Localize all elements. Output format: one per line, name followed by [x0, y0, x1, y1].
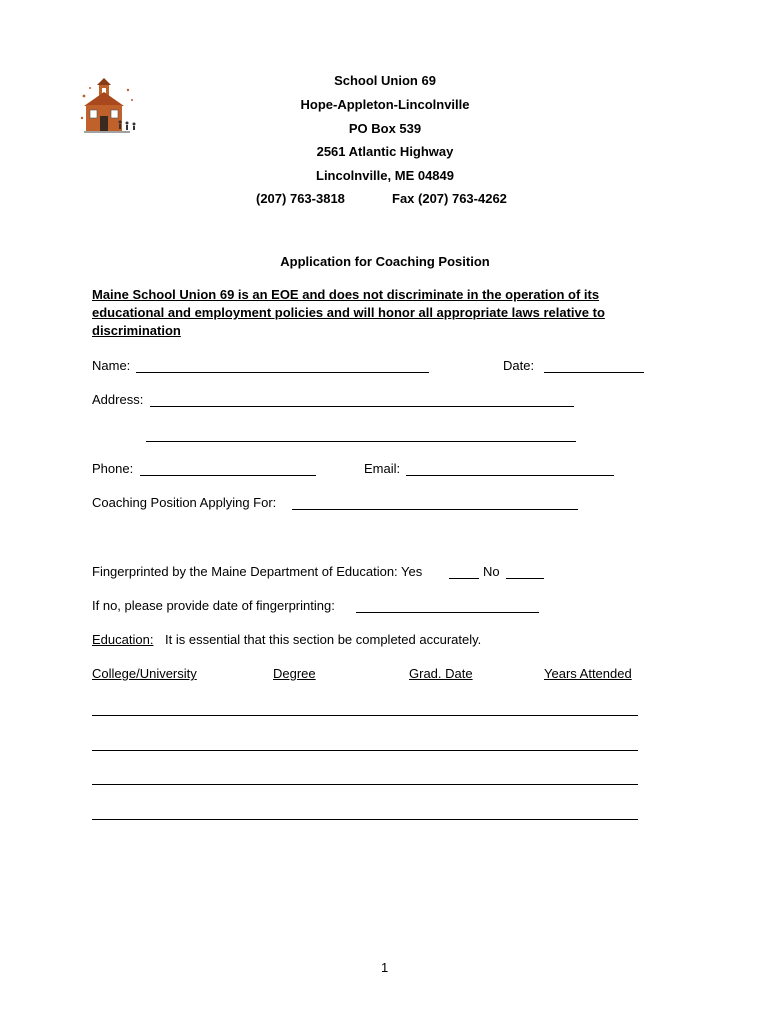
- education-row-line[interactable]: [92, 715, 638, 716]
- education-note: It is essential that this section be completed accurately.: [165, 632, 482, 647]
- address-field-line-2[interactable]: [146, 441, 576, 442]
- towns: Hope-Appleton-Lincolnville: [300, 97, 470, 112]
- fingerprint-yes-field[interactable]: [449, 578, 479, 579]
- fingerprint-date-label: If no, please provide date of fingerprinting:: [92, 598, 335, 613]
- address-field-line-1[interactable]: [150, 406, 574, 407]
- email-label: Email:: [364, 461, 401, 476]
- eoe-statement: Maine School Union 69 is an EOE and does not discriminate in the operation of its educational and employment policies and will honor all appropriate laws relative to discrimination: [92, 287, 605, 338]
- column-grad-date: Grad. Date: [409, 666, 473, 681]
- phone-label: Phone:: [92, 461, 134, 476]
- name-field[interactable]: [136, 372, 429, 373]
- date-label: Date:: [503, 358, 535, 373]
- email-field[interactable]: [406, 475, 614, 476]
- org-name: School Union 69: [334, 73, 436, 88]
- column-years-attended: Years Attended: [544, 666, 632, 681]
- name-label: Name:: [92, 358, 131, 373]
- phone-number: (207) 763-3818: [256, 191, 345, 206]
- education-heading: Education:: [92, 632, 154, 647]
- page-number: 1: [381, 960, 389, 975]
- date-field[interactable]: [544, 372, 644, 373]
- position-field[interactable]: [292, 509, 578, 510]
- column-college: College/University: [92, 666, 197, 681]
- city-state-zip: Lincolnville, ME 04849: [316, 168, 454, 183]
- fingerprint-date-field[interactable]: [356, 612, 539, 613]
- position-label: Coaching Position Applying For:: [92, 495, 277, 510]
- form-title: Application for Coaching Position: [280, 254, 490, 269]
- column-degree: Degree: [273, 666, 316, 681]
- fingerprint-no-label: No: [483, 564, 500, 579]
- education-row-line[interactable]: [92, 750, 638, 751]
- education-row-line[interactable]: [92, 819, 638, 820]
- address-label: Address:: [92, 392, 144, 407]
- fingerprint-label: Fingerprinted by the Maine Department of Education: Yes: [92, 564, 423, 579]
- street-address: 2561 Atlantic Highway: [316, 144, 454, 159]
- fingerprint-no-field[interactable]: [506, 578, 544, 579]
- education-row-line[interactable]: [92, 784, 638, 785]
- po-box: PO Box 539: [348, 121, 422, 136]
- fax-number: Fax (207) 763-4262: [392, 191, 507, 206]
- phone-field[interactable]: [140, 475, 316, 476]
